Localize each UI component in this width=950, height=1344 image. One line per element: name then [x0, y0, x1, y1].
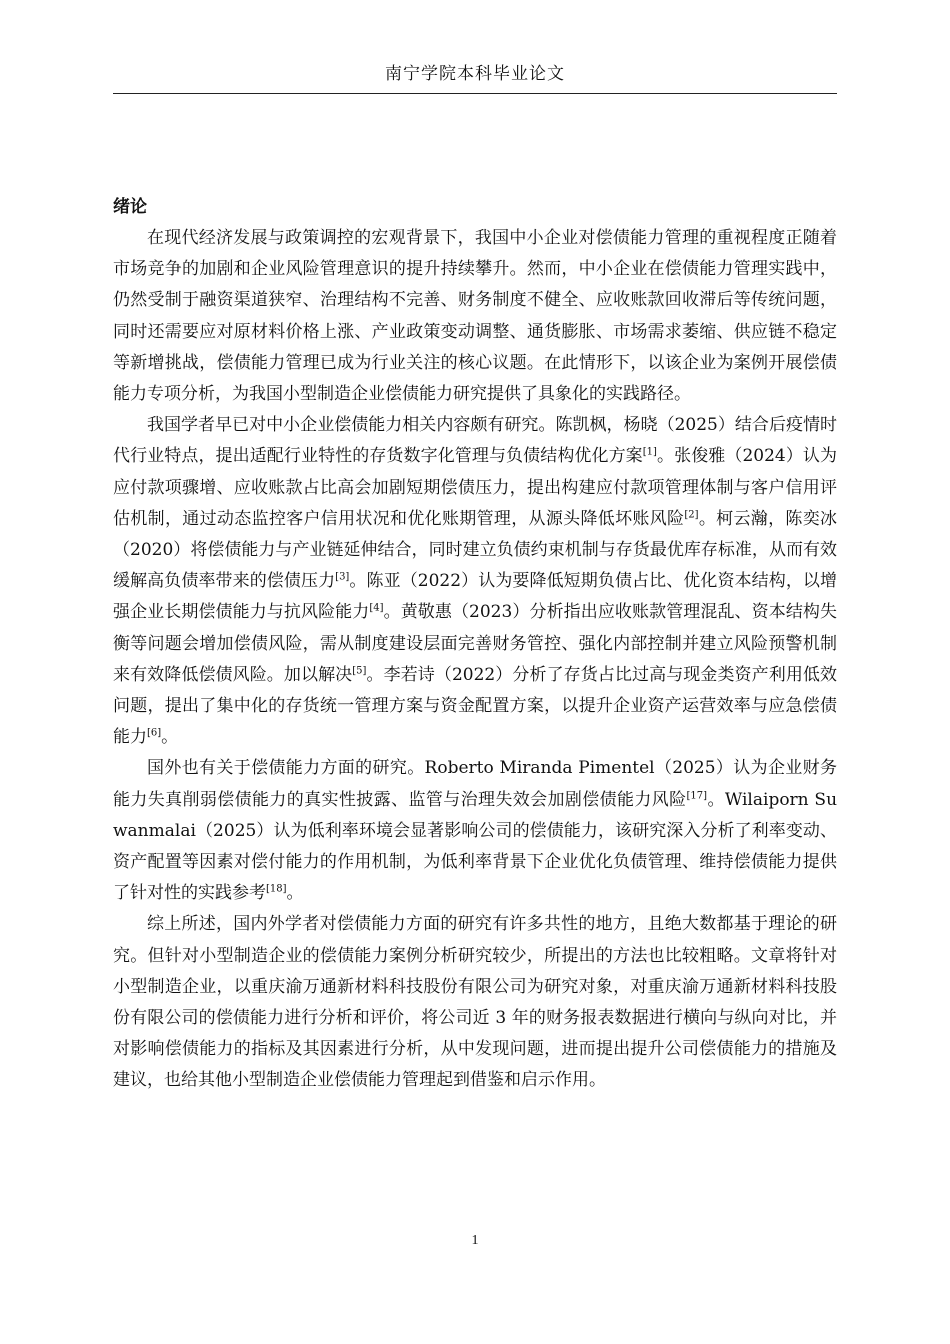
paragraph-text: 综上所述，国内外学者对偿债能力方面的研究有许多共性的地方，且绝大数都基于理论的研究。但针对小型制造企业的偿债能力案例分析研究较少，所提出的方法也比较粗略。文章将针对小型制造企业，以重庆渝万通新材料科技股份有限公司为研究对象，对重庆渝万通新材料科技股份有限公司的偿债能力进行分析和评价，将公司近 3 年的财务报表数据进行横向与纵向对比，并对影响偿债能力的指标及其因素进行分析，从中发现问题，进而提出提升公司偿债能力的措施及建议，也给其他小型制造企业偿债能力管理起到借鉴和启示作用。 [113, 914, 837, 1091]
paragraph-text: 。 [161, 727, 179, 748]
citation-marker: [2] [684, 509, 699, 521]
citation-marker: [5] [352, 665, 367, 677]
paragraph-text: 。陈亚（2022）认为要降低短期负债占比、优化资本结构，以增强企业长期偿债能力与抗风险能力 [113, 571, 838, 623]
paragraph-text: 。李若诗（2022）分析了存货占比过高与现金类资产利用低效问题，提出了集中化的存货统一管理方案与资金配置方案，以提升企业资产运营效率与应急偿债能力 [113, 664, 838, 748]
paragraph-text: 。黄敬惠（2023）分析指出应收账款管理混乱、资本结构失衡等问题会增加偿债风险，需从制度建设层面完善财务管控、强化内部控制并建立风险预警机制来有效降低偿债风险。加以解决 [113, 602, 838, 685]
body-paragraph [113, 410, 837, 753]
citation-marker: [18] [266, 883, 287, 895]
paragraph-text: 。Wilaiporn Suwanmalai（2025）认为低利率环境会显著影响公司的偿债能力，该研究深入分析了利率变动、资产配置等因素对偿付能力的作用机制，为低利率背景下企业优化负债管理、维持偿债能力提供了针对性的实践参考 [113, 789, 838, 904]
paragraph-text: 。柯云瀚，陈奕冰（2020）将偿债能力与产业链延伸结合，同时建立负债约束机制与存货最优库存标准，从而有效缓解高负债率带来的偿债压力 [113, 508, 838, 592]
section-title: 绪论 [113, 197, 147, 217]
page-number: 1 [471, 1233, 479, 1248]
header-divider [113, 93, 837, 94]
paragraph-text: 我国学者早已对中小企业偿债能力相关内容颇有研究。陈凯枫，杨晓（2025）结合后疫情时代行业特点，提出适配行业特性的存货数字化管理与负债结构优化方案 [113, 415, 837, 467]
citation-marker: [6] [147, 727, 162, 739]
paragraph-text: 在现代经济发展与政策调控的宏观背景下，我国中小企业对偿债能力管理的重视程度正随着市场竞争的加剧和企业风险管理意识的提升持续攀升。然而，中小企业在偿债能力管理实践中，仍然受制于融资渠道狭窄、治理结构不完善、财务制度不健全、应收账款回收滞后等传统问题，同时还需要应对原材料价格上涨、产业政策变动调整、通货膨胀、市场需求萎缩、供应链不稳定等新增挑战，偿债能力管理已成为行业关注的核心议题。在此情形下，以该企业为案例开展偿债能力专项分析，为我国小型制造企业偿债能力研究提供了具象化的实践路径。 [113, 228, 837, 405]
body-paragraphs [113, 223, 837, 1097]
body-paragraph [113, 223, 837, 410]
main-content [113, 191, 837, 1097]
paragraph-text: 国外也有关于偿债能力方面的研究。Roberto Miranda Pimentel（2025）认为企业财务能力失真削弱偿债能力的真实性披露、监管与治理失效会加剧偿债能力风险 [113, 758, 837, 810]
paragraph-text: 。张俊雅（2024）认为应付款项骤增、应收账款占比高会加剧短期偿债压力，提出构建应付款项管理体制与客户信用评估机制，通过动态监控客户信用状况和优化账期管理，从源头降低坏账风险 [113, 446, 838, 529]
citation-marker: [17] [686, 790, 708, 801]
paragraph-text: 。 [286, 883, 304, 904]
body-paragraph [113, 753, 837, 909]
body-paragraph [113, 909, 837, 1096]
citation-marker: [3] [335, 571, 350, 583]
page-header-title: 南宁学院本科毕业论文 [385, 64, 565, 84]
citation-marker: [4] [369, 602, 384, 614]
citation-marker: [1] [642, 446, 657, 458]
